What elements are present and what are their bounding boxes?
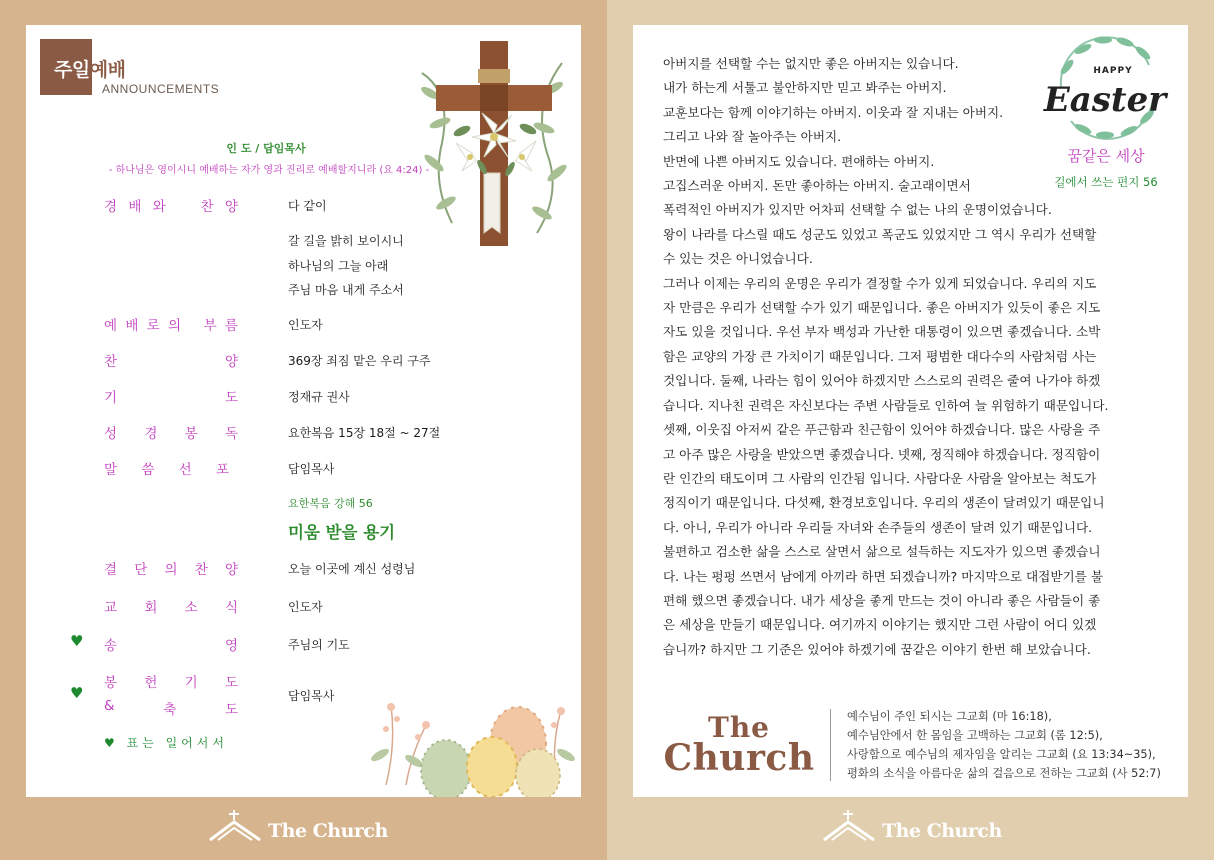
footer-logo-text: The Church (268, 820, 388, 842)
column-line: 고집스러운 아버지. 돈만 좋아하는 아버지. 술고래이면서 (663, 178, 971, 194)
column-line: 정직이기 때문입니다. 다섯째, 환경보호입니다. 우리의 생존이 달려있기 때문입니 (663, 495, 1105, 511)
footer-logo-text: The Church (882, 820, 1002, 842)
order-value-call-to-worship: 인도자 (288, 318, 323, 332)
order-label-praise: 경 배 와 찬 양 (104, 199, 238, 215)
easter-eggs-illustration (366, 685, 581, 797)
order-label-call-to-worship: 예 배 로 의 부 름 (104, 318, 238, 334)
column-line: 편해 했으면 좋겠습니다. 내가 세상을 좋게 만드는 것이 아니라 좋은 사람들이 좋 (663, 592, 1101, 608)
order-value-hymn: 369장 죄짐 맡은 우리 구주 (288, 354, 431, 368)
church-mission (847, 707, 1161, 783)
column-line: 수 있는 것은 아니었습니다. (663, 251, 813, 267)
sermon-title: 미움 받을 용기 (288, 523, 396, 542)
column-line: 불편하고 검소한 삶을 스스로 살면서 삶으로 설득하는 지도자가 있으면 좋겠습니 (663, 544, 1101, 560)
page-title: 주일예배 (54, 59, 126, 81)
column-line: 것입니다. 둘째, 나라는 힘이 있어야 하겠지만 스스로의 권력은 줄여 나가야 하겠 (663, 373, 1101, 389)
order-label-benediction: & 축 도 (104, 698, 238, 718)
column-line: 란 인간의 태도이며 그 사람의 인간됨 입니다. 사람다운 사람을 알아보는 척도가 (663, 470, 1097, 486)
mission-line: 평화의 소식을 아름다운 삶의 걸음으로 전하는 그교회 (사 52:7) (847, 767, 1161, 780)
column-page (633, 25, 1188, 797)
column-title: 꿈같은 세상 (1067, 147, 1145, 165)
column-line: 자 만큼은 우리가 선택할 수가 있기 때문입니다. 좋은 아버지가 있듯이 좋은 지도 (663, 300, 1101, 316)
column-line: 교훈보다는 함께 이야기하는 아버지. 이웃과 잘 지내는 아버지. (663, 104, 1004, 120)
announcements-page (26, 25, 581, 797)
church-logo-church: Church (663, 737, 815, 779)
badge-easter-text: Easter (1043, 80, 1167, 120)
order-value-scripture: 요한복음 15장 18절 ~ 27절 (288, 426, 441, 440)
footer-logo-right (822, 808, 1002, 842)
divider (830, 709, 831, 781)
church-roof-icon (822, 810, 876, 842)
order-value-offering: 담임목사 (288, 689, 335, 703)
footer-logo-left (208, 808, 388, 842)
column-line: 왕이 나라를 다스릴 때도 성군도 있었고 폭군도 있었지만 그 역시 우리가 선택할 (663, 226, 1097, 242)
sermon-reference: 요한복음 강해 56 (288, 497, 373, 510)
order-label-doxology: 송 영 (104, 638, 238, 654)
column-line: 은 세상을 만들기 때문입니다. 여기까지 이야기는 했지만 그런 사람이 어디 있겠 (663, 617, 1097, 633)
church-logo (655, 711, 823, 779)
column-line: 그러나 이제는 우리의 운명은 우리가 결정할 수가 있게 되었습니다. 우리의 지도 (663, 275, 1097, 291)
column-line: 그리고 나와 잘 놀아주는 아버지. (663, 129, 842, 145)
order-value-response-hymn: 오늘 이곳에 계신 성령님 (288, 562, 416, 576)
column-line: 셋째, 이웃집 아저씨 같은 푸근함과 친근함이 있어야 하겠습니다. 많은 사랑을 주 (663, 422, 1101, 438)
column-line: 습니까? 하지만 그 기준은 있어야 하겠기에 꿈같은 이야기 한번 해 보았습니다. (663, 641, 1091, 657)
order-label-hymn: 찬 양 (104, 354, 238, 370)
badge-happy-text: HAPPY (1093, 66, 1133, 76)
column-line: 함은 교양의 가장 큰 가치이기 때문입니다. 그저 평범한 대다수의 사람처럼 사는 (663, 348, 1097, 364)
mission-line: 예수님안에서 한 몸임을 고백하는 그교회 (롬 12:5), (847, 729, 1103, 742)
stand-heart-icon: ♥ (70, 632, 84, 650)
order-label-prayer: 기 도 (104, 390, 238, 406)
lyric-line: 주님 마음 내게 주소서 (288, 283, 404, 297)
mission-line: 예수님이 주인 되시는 그교회 (마 16:18), (847, 710, 1052, 723)
order-label-response-hymn: 결 단 의 찬 양 (104, 562, 238, 578)
lyric-line: 하나님의 그늘 아래 (288, 259, 389, 273)
mission-line: 사랑함으로 예수님의 제자임을 알리는 그교회 (요 13:34~35), (847, 748, 1156, 761)
order-value-announcements: 인도자 (288, 600, 323, 614)
order-value-sermon: 담임목사 (288, 462, 335, 476)
column-line: 습니다. 지나친 권력은 자신보다는 주변 사람들로 인하여 늘 위험하기 때문입니다. (663, 397, 1109, 413)
theme-verse: - 하나님은 영이시니 예배하는 자가 영과 진리로 예배할지니라 (요 4:24) - (108, 165, 430, 176)
order-label-scripture: 성 경 봉 독 (104, 426, 238, 442)
column-body (663, 52, 1161, 662)
order-label-sermon: 말 씀 선 포 (104, 462, 229, 478)
page-subtitle: ANNOUNCEMENTS (102, 82, 220, 96)
column-line: 다. 아니, 우리가 아니라 우리들 자녀와 손주들의 생존이 달려 있기 때문입니다. (663, 519, 1093, 535)
column-line: 반면에 나쁜 아버지도 있습니다. 편애하는 아버지. (663, 153, 935, 169)
lyric-line: 갈 길을 밝히 보이시니 (288, 234, 404, 248)
column-line: 자도 있을 것입니다. 우선 부자 백성과 가난한 대통령이 있으면 좋겠습니다. 소박 (663, 324, 1101, 340)
column-line: 폭력적인 아버지가 있지만 어차피 선택할 수 없는 나의 운명이었습니다. (663, 202, 1052, 218)
order-value-doxology: 주님의 기도 (288, 638, 350, 652)
church-logo-the: The (707, 711, 770, 744)
column-line: 다. 나는 펑펑 쓰면서 남에게 아끼라 하면 되겠습니까? 마지막으로 대접받기를 불 (663, 568, 1104, 584)
column-line: 아버지를 선택할 수는 없지만 좋은 아버지는 있습니다. (663, 56, 959, 71)
order-value-prayer: 정재규 권사 (288, 390, 350, 404)
service-leader: 인 도 / 담임목사 (226, 142, 306, 155)
stand-heart-icon: ♥ (70, 684, 84, 702)
column-line: 내가 하는게 서툴고 불안하지만 믿고 봐주는 아버지. (663, 80, 947, 96)
order-label-announcements: 교 회 소 식 (104, 600, 238, 616)
order-label-offering-prayer: 봉 헌 기 도 (104, 675, 238, 691)
church-roof-icon (208, 810, 262, 842)
order-value-praise: 다 같이 (288, 199, 327, 213)
column-line: 고 아주 많은 사랑을 받았으면 좋겠습니다. 넷째, 정직해야 하겠습니다. 정직함이 (663, 446, 1101, 462)
stand-note: ♥ 표는 일어서서 (104, 736, 228, 750)
column-subtitle: 길에서 쓰는 편지 56 (1054, 175, 1158, 189)
